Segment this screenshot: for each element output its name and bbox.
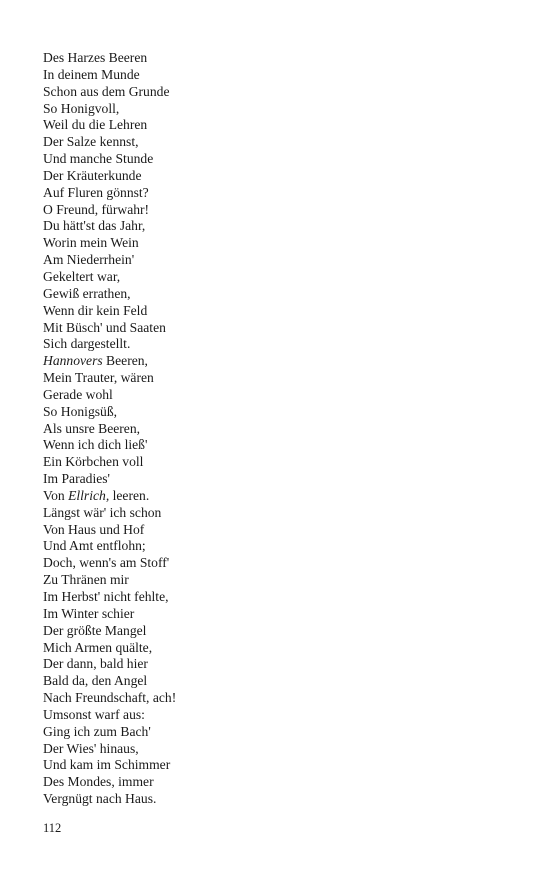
poem-line-text: In deinem Munde: [43, 66, 140, 82]
poem-line-text: Der Wies' hinaus,: [43, 740, 139, 756]
poem-line: [43, 387, 503, 404]
poem-line-text: Gekeltert war,: [43, 268, 121, 284]
poem-line: [43, 471, 503, 488]
poem-line-text: Umsonst warf aus:: [43, 706, 145, 722]
poem-line: [43, 320, 503, 337]
poem-line-text: Ging ich zum Bach': [43, 723, 151, 739]
poem-line: [43, 791, 503, 808]
poem-line-text: Und Amt entflohn;: [43, 538, 146, 554]
poem-line: [43, 555, 503, 572]
poem-line: [43, 707, 503, 724]
poem-line-text: Der Salze kennst,: [43, 134, 139, 150]
poem-line-text: Im Winter schier: [43, 605, 135, 621]
poem-line: [43, 505, 503, 522]
poem-line-text: Von Haus und Hof: [43, 521, 145, 537]
poem-line-text: Doch, wenn's am Stoff': [43, 555, 170, 571]
poem-line-text: Im Paradies': [43, 471, 110, 487]
poem-line: [43, 656, 503, 673]
poem-line: [43, 353, 503, 370]
poem-line: [43, 488, 503, 505]
poem-line: [43, 741, 503, 758]
poem-line-text: O Freund, fürwahr!: [43, 201, 150, 217]
poem-line-text: Schon aus dem Grunde: [43, 83, 170, 99]
poem-line: [43, 437, 503, 454]
poem-line-text: Wenn ich dich ließ': [43, 437, 148, 453]
poem-line-text: Beeren,: [102, 353, 148, 369]
poem-line: [43, 151, 503, 168]
poem-line-text: Worin mein Wein: [43, 235, 139, 251]
poem-line-text: Nach Freundschaft, ach!: [43, 690, 177, 706]
poem-line-text: Im Herbst' nicht fehlte,: [43, 589, 169, 604]
poem-line-text: Mich Armen quälte,: [43, 639, 153, 655]
poem-line-italic-text: Ellrich,: [68, 487, 110, 503]
poem-line-text: Mein Trauter, wären: [43, 370, 154, 386]
poem-line: [43, 269, 503, 286]
poem-line: [43, 421, 503, 438]
poem-line: [43, 50, 503, 67]
poem-line-text: Sich dargestellt.: [43, 336, 131, 352]
poem-line: [43, 404, 503, 421]
poem-line-text: Zu Thränen mir: [43, 572, 129, 588]
poem-line-text: Des Mondes, immer: [43, 774, 154, 790]
poem-line-text: Der dann, bald hier: [43, 656, 148, 672]
poem-line-text: Als unsre Beeren,: [43, 420, 141, 436]
poem-line: [43, 252, 503, 269]
poem-line-text: Der größte Mangel: [43, 622, 147, 638]
poem-line-italic-text: Hannovers: [43, 353, 103, 369]
poem-line-text: Des Harzes Beeren: [43, 50, 148, 65]
poem-line: [43, 589, 503, 606]
poem-line-text: Längst wär' ich schon: [43, 504, 162, 520]
poem-line-text: Am Niederrhein': [43, 252, 135, 268]
poem-line: [43, 202, 503, 219]
poem-line: [43, 286, 503, 303]
poem-line: [43, 757, 503, 774]
poem-line: [43, 168, 503, 185]
poem-line: [43, 606, 503, 623]
poem-line: [43, 84, 503, 101]
poem-line: [43, 336, 503, 353]
poem-text: [43, 50, 503, 808]
poem-line: [43, 538, 503, 555]
poem-line: [43, 454, 503, 471]
poem-line-text: Gerade wohl: [43, 386, 113, 402]
poem-line-text: Mit Büsch' und Saaten: [43, 319, 166, 335]
poem-line: [43, 185, 503, 202]
poem-line-text: Von: [43, 487, 69, 503]
poem-line-text: So Honigsüß,: [43, 403, 118, 419]
poem-line: [43, 303, 503, 320]
poem-line: [43, 774, 503, 791]
poem-line-text: leeren.: [109, 487, 150, 503]
poem-line: [43, 117, 503, 134]
poem-line: [43, 522, 503, 539]
poem-line: [43, 67, 503, 84]
poem-line-text: Der Kräuterkunde: [43, 167, 142, 183]
poem-line-text: Ein Körbchen voll: [43, 454, 144, 470]
poem-line: [43, 572, 503, 589]
poem-line-text: Wenn dir kein Feld: [43, 302, 148, 318]
poem-line: [43, 690, 503, 707]
poem-line-text: Bald da, den Angel: [43, 673, 148, 689]
poem-line: [43, 724, 503, 741]
poem-line: [43, 673, 503, 690]
page-number: 112: [43, 821, 62, 835]
poem-line: [43, 218, 503, 235]
poem-line: [43, 101, 503, 118]
poem-line: [43, 623, 503, 640]
poem-line: [43, 370, 503, 387]
poem-line-text: Du hätt'st das Jahr,: [43, 218, 146, 234]
poem-line-text: Weil du die Lehren: [43, 117, 148, 133]
poem-line: [43, 235, 503, 252]
poem-line: [43, 640, 503, 657]
poem-line-text: So Honigvoll,: [43, 100, 120, 116]
poem-line-text: Auf Fluren gönnst?: [43, 184, 149, 200]
poem-line: [43, 134, 503, 151]
poem-line-text: Gewiß errathen,: [43, 285, 131, 301]
poem-line-text: Vergnügt nach Haus.: [43, 791, 157, 807]
poem-line-text: Und manche Stunde: [43, 151, 154, 167]
poem-line-text: Und kam im Schimmer: [43, 757, 171, 773]
